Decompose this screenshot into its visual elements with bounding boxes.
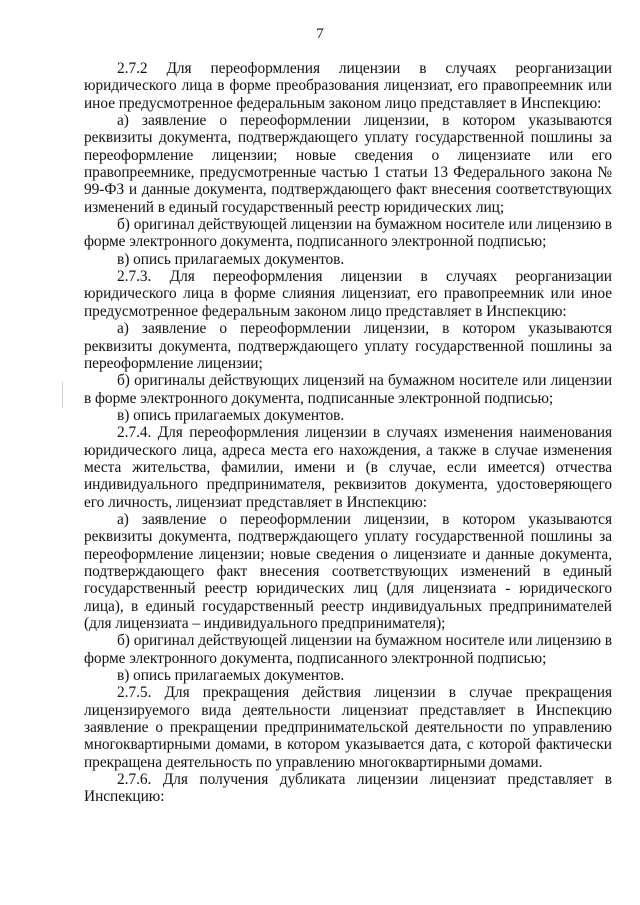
clause-paragraph: 2.7.3. Для переоформления лицензии в случаях реорганизации юридического лица в форме слияния лицензиат, его правопреемник или иное предусмотренное федеральным законом лицо представляет в Инспекцию: [84, 268, 612, 320]
list-item: б) оригинал действующей лицензии на бумажном носителе или лицензию в форме электронного документа, подписанного электронной подписью; [84, 632, 612, 667]
list-item: в) опись прилагаемых документов. [117, 250, 345, 268]
list-item: а) заявление о переоформлении лицензии, в котором указываются реквизиты документа, подтверждающего уплату государственной пошлины за переоформление лицензии; [84, 320, 612, 372]
scan-margin-mark [62, 382, 63, 408]
clause-paragraph: 2.7.4. Для переоформления лицензии в случаях изменения наименования юридического лица, адреса места его нахождения, а также в случае изменения места жительства, фамилии, имени и (в случае, если имеется) отчества индивидуального предпринимателя, реквизитов документа, удостоверяющего его личность, лицензиат представляет в Инспекцию: [84, 424, 612, 511]
clause-paragraph: 2.7.5. Для прекращения действия лицензии в случае прекращения лицензируемого вида деятельности лицензиат представляет в Инспекцию заявление о прекращении предпринимательской деятельности по управлению многоквартирными домами, в котором указывается дата, с которой фактически прекращена деятельность по управлению многоквартирными домами. [84, 684, 612, 771]
document-body [84, 58, 612, 806]
list-item: б) оригинал действующей лицензии на бумажном носителе или лицензию в форме электронного документа, подписанного электронной подписью; [84, 216, 612, 251]
clause-paragraph: 2.7.6. Для получения дубликата лицензии лицензиат представляет в Инспекцию: [84, 771, 612, 806]
list-item: а) заявление о переоформлении лицензии, в котором указываются реквизиты документа, подтверждающего уплату государственной пошлины за переоформление лицензии; новые сведения о лицензиате или его правопреемнике, предусмотренные частью 1 статьи 13 Федерального закона № 99-ФЗ и данные документа, подтверждающего факт внесения соответствующих изменений в единый государственный реестр юридических лиц; [84, 112, 612, 216]
list-item: в) опись прилагаемых документов. [117, 667, 345, 685]
list-item: в) опись прилагаемых документов. [117, 406, 345, 424]
clause-paragraph: 2.7.2 Для переоформления лицензии в случаях реорганизации юридического лица в форме преобразования лицензиат, его правопреемник или иное предусмотренное федеральным законом лицо представляет в Инспекцию: [84, 60, 612, 112]
list-item: б) оригиналы действующих лицензий на бумажном носителе или лицензии в форме электронного документа, подписанные электронной подписью; [84, 372, 612, 407]
page-number: 7 [316, 26, 324, 42]
list-item: а) заявление о переоформлении лицензии, в котором указываются реквизиты документа, подтверждающего уплату государственной пошлины за переоформление лицензии; новые сведения о лицензиате и данные документа, подтверждающего факт внесения соответствующих изменений в единый государственный реестр юридических лиц (для лицензиата - юридического лица), в единый государственный реестр индивидуальных предпринимателей (для лицензиата – индивидуального предпринимателя); [84, 510, 612, 632]
